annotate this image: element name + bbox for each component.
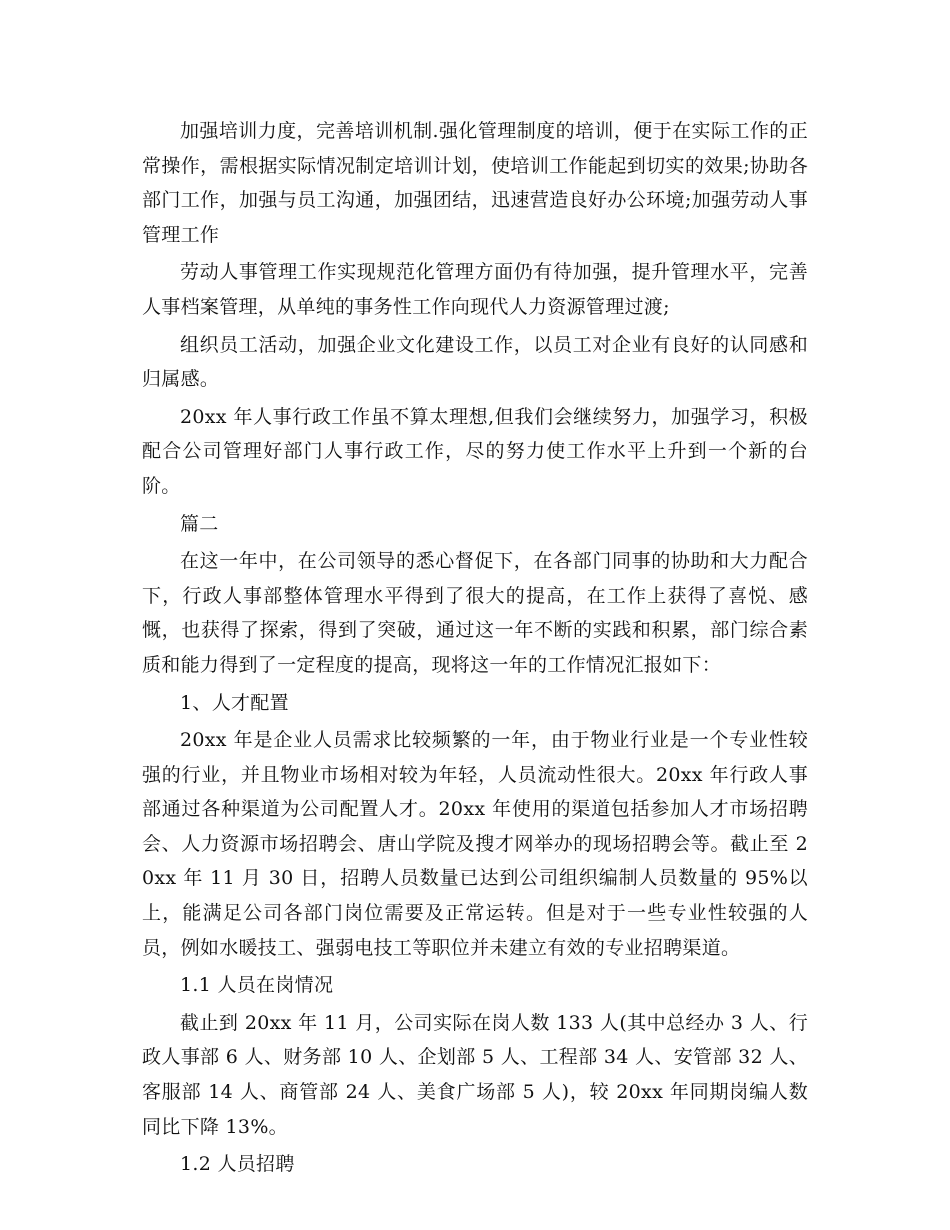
paragraph-annual-summary: 20xx 年人事行政工作虽不算太理想,但我们会继续努力，加强学习，积极配合公司管理好部门人事行政工作，尽的努力使工作水平上升到一个新的台阶。 (142, 405, 808, 497)
section-heading-talent-allocation: 1、人才配置 (180, 691, 289, 714)
paragraph-year-review: 在这一年中，在公司领导的悉心督促下，在各部门同事的协助和大力配合下，行政人事部整体管理水平得到了很大的提高，在工作上获得了喜悦、感慨，也获得了探索，得到了突破，通过这一年不断的实践和积累，部门综合素质和能力得到了一定程度的提高，现将这一年的工作情况汇报如下： (142, 550, 808, 676)
paragraph-staff-count: 截止到 20xx 年 11 月，公司实际在岗人数 133 人(其中总经办 3 人、行政人事部 6 人、财务部 10 人、企划部 5 人、工程部 34 人、安管部 32 人、客服部 14 人、商管部 24 人、美食广场部 5 人)，较 20xx 年同期岗编人数同比下降 13%。 (142, 1011, 808, 1138)
paragraph-hr-management: 劳动人事管理工作实现规范化管理方面仍有待加强，提升管理水平，完善人事档案管理，从单纯的事务性工作向现代人力资源管理过渡; (142, 261, 808, 318)
paragraph-training: 加强培训力度，完善培训机制.强化管理制度的培训，便于在实际工作的正常操作，需根据实际情况制定培训计划，使培训工作能起到切实的效果;协助各部门工作，加强与员工沟通，加强团结，迅速营造良好办公环境;加强劳动人事管理工作 (142, 120, 808, 246)
section-heading-part-two: 篇二 (180, 512, 219, 535)
document-body (142, 114, 808, 1185)
paragraph-staff-activities: 组织员工活动，加强企业文化建设工作，以员工对企业有良好的认同感和归属感。 (142, 333, 808, 391)
section-heading-staff-on-duty: 1.1 人员在岗情况 (180, 974, 334, 997)
section-heading-recruitment: 1.2 人员招聘 (180, 1153, 295, 1176)
paragraph-recruitment-channels: 20xx 年是企业人员需求比较频繁的一年，由于物业行业是一个专业性较强的行业，并且物业市场相对较为年轻，人员流动性很大。20xx 年行政人事部通过各种渠道为公司配置人才。20xx 年使用的渠道包括参加人才市场招聘会、人力资源市场招聘会、唐山学院及搜才网举办的现场招聘会等。截止至 20xx 年 11 月 30 日，招聘人员数量已达到公司组织编制人员数量的 95%以上，能满足公司各部门岗位需要及正常运转。但是对于一些专业性较强的人员，例如水暖技工、强弱电技工等职位并未建立有效的专业招聘渠道。 (142, 729, 808, 959)
